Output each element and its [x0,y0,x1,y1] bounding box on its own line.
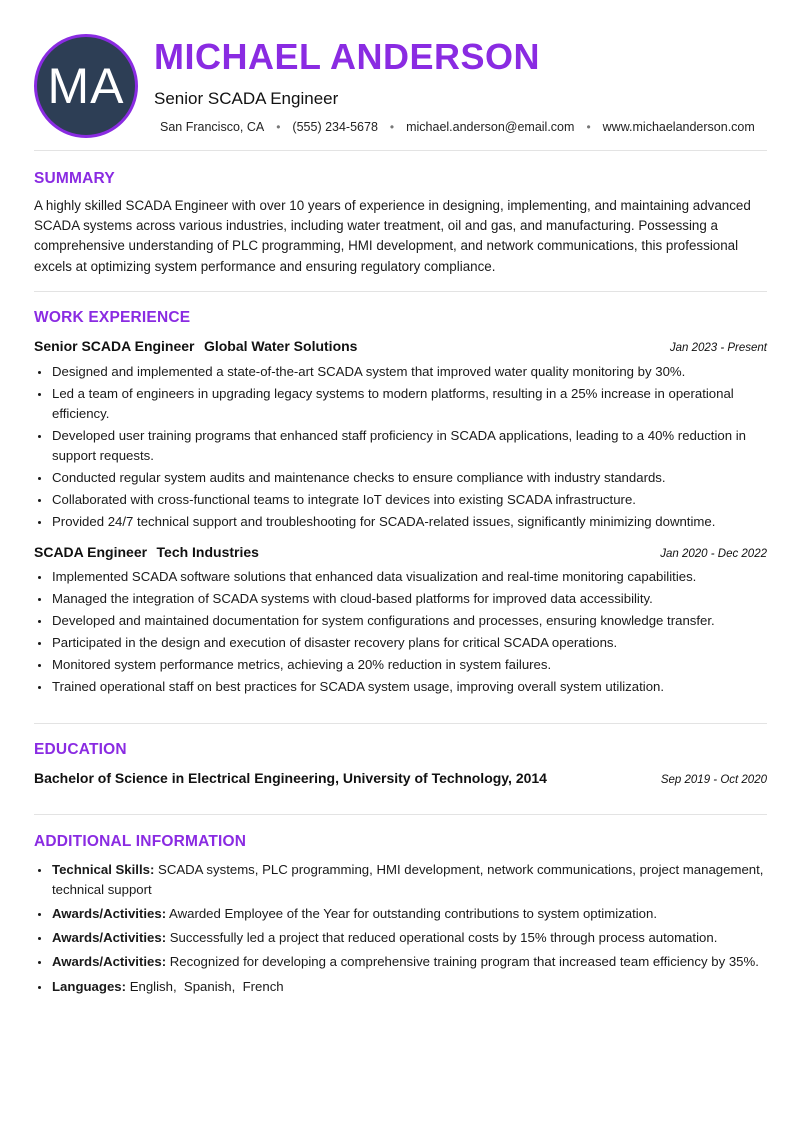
item-label: Awards/Activities: [52,906,167,921]
education-degree: Bachelor of Science in Electrical Engineering, University of Technology, 2014 [34,770,547,786]
candidate-name: MICHAEL ANDERSON [154,36,541,77]
section-heading-experience: WORK EXPERIENCE [34,309,191,326]
list-item: • Trained operational staff on best practices for SCADA system usage, improving overall system utilization. [51,677,784,697]
section-heading-education: EDUCATION [34,741,127,758]
job-header [34,338,767,356]
list-item [51,928,784,948]
item-text: SCADA systems, PLC programming, HMI development, network communications, project management, technical support [52,862,764,897]
contact-phone: (555) 234-5678 [292,120,378,134]
education-entry [34,770,767,786]
job-role: SCADA Engineer [34,544,148,560]
item-text: Successfully led a project that reduced operational costs by 15% through process automation. [169,930,718,945]
list-item [51,952,784,972]
job-company: Global Water Solutions [203,338,358,354]
divider [34,291,767,292]
item-text: Awarded Employee of the Year for outstanding contributions to system optimization. [169,906,658,921]
item-text: English, Spanish, French [129,979,284,994]
avatar-initials: MA [47,58,125,114]
list-item [51,904,784,924]
list-item: • Provided 24/7 technical support and troubleshooting for SCADA-related issues, significantly minimizing downtime. [51,512,784,532]
contact-location: San Francisco, CA [160,120,265,134]
item-label: Languages: [52,979,127,994]
section-heading-additional: ADDITIONAL INFORMATION [34,833,247,850]
item-label: Awards/Activities: [52,930,167,945]
job-dates: Jan 2023 - Present [669,342,767,354]
job-dates: Jan 2020 - Dec 2022 [660,548,767,560]
list-item: • Designed and implemented a state-of-the-art SCADA system that improved water quality monitoring by 30%. [51,362,784,382]
list-item: • Participated in the design and execution of disaster recovery plans for critical SCADA operations. [51,633,784,653]
summary-text: A highly skilled SCADA Engineer with over 10 years of experience in designing, implementing, and maintaining advanced SCADA systems across various industries, including water treatment, oil and gas, and manufacturing. Possessing a comprehensive understanding of PLC programming, HMI development, and network communications, this professional excels at optimizing system performance and ensuring regulatory compliance. [34,198,751,274]
divider [34,814,767,815]
separator-dot: • [276,120,281,134]
avatar [34,34,138,138]
list-item: • Managed the integration of SCADA systems with cloud-based platforms for improved data accessibility. [51,589,784,609]
list-item: • Conducted regular system audits and maintenance checks to ensure compliance with industry standards. [51,468,784,488]
divider [34,150,767,151]
job-bullets [34,362,784,534]
list-item [51,860,784,900]
education-dates: Sep 2019 - Oct 2020 [660,774,767,786]
item-label: Awards/Activities: [52,954,167,969]
additional-list [34,860,784,1001]
list-item: • Implemented SCADA software solutions that enhanced data visualization and real-time monitoring capabilities. [51,567,784,587]
separator-dot: • [389,120,395,134]
job-title: Senior SCADA Engineer [154,89,339,108]
section-heading-summary: SUMMARY [34,170,115,187]
list-item [51,977,784,997]
separator-dot: • [586,120,591,134]
job-company: Tech Industries [156,544,259,560]
list-item: • Collaborated with cross-functional teams to integrate IoT devices into existing SCADA infrastructure. [51,490,784,510]
contact-website[interactable]: www.michaelanderson.com [602,120,755,134]
job-header [34,544,767,562]
contact-email[interactable]: michael.anderson@email.com [406,120,575,134]
divider [34,723,767,724]
list-item: • Developed user training programs that enhanced staff proficiency in SCADA applications, leading to a 40% reduction in support requests. [51,426,784,466]
list-item: • Monitored system performance metrics, achieving a 20% reduction in system failures. [51,655,784,675]
contact-info [160,120,755,134]
item-text: Recognized for developing a comprehensive training program that increased team efficiency by 35%. [169,954,759,969]
list-item: • Led a team of engineers in upgrading legacy systems to modern platforms, resulting in a 25% increase in operational efficiency. [51,384,784,424]
item-label: Technical Skills: [52,862,155,877]
job-role: Senior SCADA Engineer [34,338,195,354]
list-item: • Developed and maintained documentation for system configurations and processes, ensuring knowledge transfer. [51,611,784,631]
job-bullets [34,567,784,699]
